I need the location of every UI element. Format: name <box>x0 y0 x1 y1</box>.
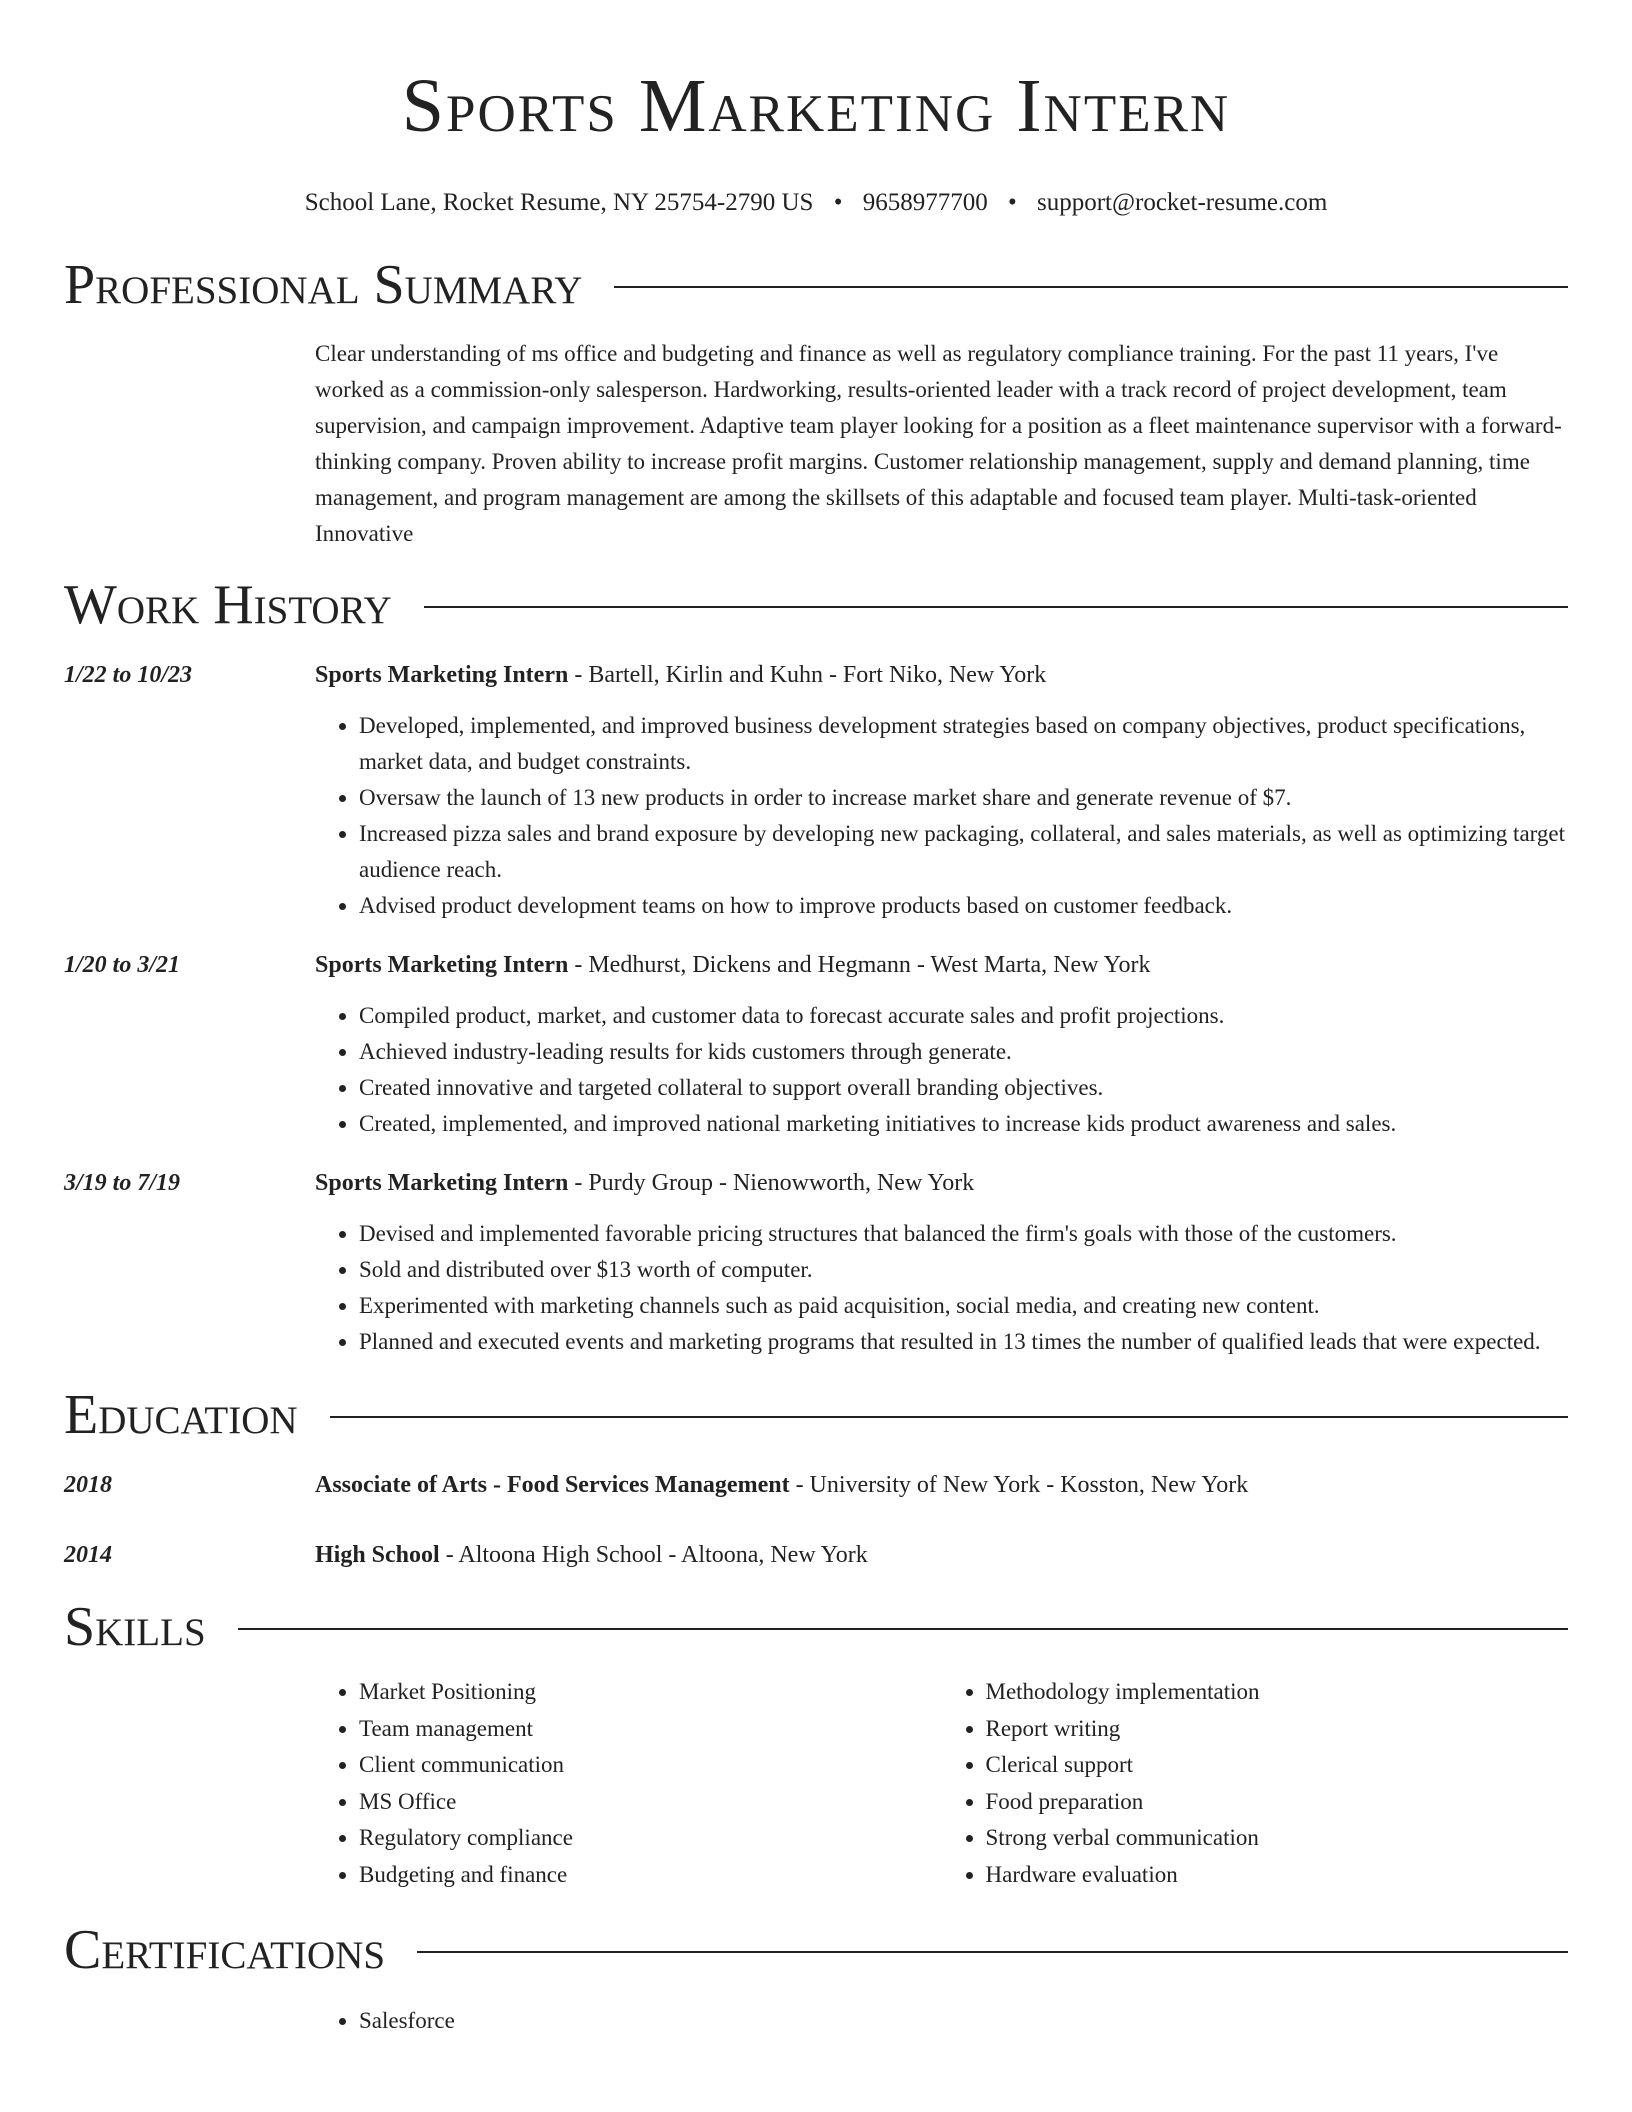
job-bullet: • Increased pizza sales and brand exposure by developing new packaging, collateral, and sales materials, as well as optimizing target audience reach. <box>359 816 1568 888</box>
education-degree: Associate of Arts - Food Services Management <box>315 1472 790 1498</box>
job-body <box>315 1166 1568 1360</box>
education-school: - University of New York - Kosston, New York <box>789 1472 1249 1498</box>
job-title-line <box>315 658 1568 692</box>
contact-address: School Lane, Rocket Resume, NY 25754-2790 US <box>304 189 814 216</box>
skills-column-right <box>942 1674 1569 1893</box>
job-bullets <box>315 998 1568 1142</box>
contact-separator: • <box>833 189 843 216</box>
education-body <box>315 1538 1568 1572</box>
job-dates: 1/22 to 10/23 <box>64 662 193 688</box>
skill-item: • Hardware evaluation <box>986 1857 1569 1894</box>
section-divider <box>424 606 1568 608</box>
skill-item: • Team management <box>359 1711 942 1748</box>
section-divider <box>330 1416 1568 1418</box>
education-degree: High School <box>315 1542 440 1568</box>
skills-column-left <box>315 1674 942 1893</box>
job-bullet: • Experimented with marketing channels such as paid acquisition, social media, and creating new content. <box>359 1288 1568 1324</box>
contact-email: support@rocket-resume.com <box>1036 189 1328 216</box>
job-dates: 1/20 to 3/21 <box>64 952 181 978</box>
job-bullet: • Advised product development teams on how to improve products based on customer feedback. <box>359 888 1568 924</box>
job-bullet: • Planned and executed events and marketing programs that resulted in 13 times the number of qualified leads that were expected. <box>359 1324 1568 1360</box>
job-bullet: • Oversaw the launch of 13 new products in order to increase market share and generate revenue of $7. <box>359 780 1568 816</box>
work-section-header <box>64 572 1568 638</box>
job-bullet: • Created, implemented, and improved national marketing initiatives to increase kids product awareness and sales. <box>359 1106 1568 1142</box>
job-bullet: • Sold and distributed over $13 worth of computer. <box>359 1252 1568 1288</box>
certifications-list <box>315 2003 1568 2039</box>
skills-section-header <box>64 1594 1568 1660</box>
section-divider <box>238 1628 1568 1630</box>
job-entry <box>64 658 1568 924</box>
skill-item: • Food preparation <box>986 1784 1569 1821</box>
job-entry <box>64 948 1568 1142</box>
job-role: Sports Marketing Intern <box>315 1170 569 1196</box>
contact-line <box>64 188 1568 218</box>
skill-item: • Budgeting and finance <box>359 1857 942 1894</box>
skill-item: • Methodology implementation <box>986 1674 1569 1711</box>
job-role: Sports Marketing Intern <box>315 952 569 978</box>
section-title-skills: Skills <box>64 1596 206 1658</box>
job-entry <box>64 1166 1568 1360</box>
section-title-summary: Professional Summary <box>64 254 583 316</box>
job-bullets <box>315 708 1568 924</box>
job-bullets <box>315 1216 1568 1360</box>
skill-item: • Regulatory compliance <box>359 1820 942 1857</box>
education-year: 2018 <box>64 1472 112 1498</box>
job-bullet: • Achieved industry-leading results for kids customers through generate. <box>359 1034 1568 1070</box>
job-employer: - Bartell, Kirlin and Kuhn - Fort Niko, New York <box>568 662 1047 688</box>
section-divider <box>417 1951 1568 1953</box>
job-dates: 3/19 to 7/19 <box>64 1170 181 1196</box>
job-body <box>315 658 1568 924</box>
skills-grid <box>315 1674 1568 1893</box>
education-section-header <box>64 1382 1568 1448</box>
section-title-work: Work History <box>64 574 392 636</box>
job-body <box>315 948 1568 1142</box>
job-bullet: • Compiled product, market, and customer data to forecast accurate sales and profit projections. <box>359 998 1568 1034</box>
job-bullet: • Devised and implemented favorable pricing structures that balanced the firm's goals with those of the customers. <box>359 1216 1568 1252</box>
skill-item: • MS Office <box>359 1784 942 1821</box>
job-employer: - Medhurst, Dickens and Hegmann - West Marta, New York <box>568 952 1151 978</box>
education-year: 2014 <box>64 1542 112 1568</box>
skill-item: • Report writing <box>986 1711 1569 1748</box>
job-employer: - Purdy Group - Nienowworth, New York <box>568 1170 975 1196</box>
education-entry <box>64 1468 1568 1502</box>
contact-phone: 9658977700 <box>862 189 988 216</box>
skill-item: • Strong verbal communication <box>986 1820 1569 1857</box>
job-bullet: • Developed, implemented, and improved business development strategies based on company objectives, product specifications, market data, and budget constraints. <box>359 708 1568 780</box>
education-title-line <box>315 1468 1568 1502</box>
education-title-line <box>315 1538 1568 1572</box>
job-role: Sports Marketing Intern <box>315 662 569 688</box>
job-title-line <box>315 948 1568 982</box>
skill-item: • Market Positioning <box>359 1674 942 1711</box>
skill-item: • Client communication <box>359 1747 942 1784</box>
job-bullet: • Created innovative and targeted collateral to support overall branding objectives. <box>359 1070 1568 1106</box>
section-divider <box>614 286 1568 288</box>
education-body <box>315 1468 1568 1502</box>
section-title-education: Education <box>64 1384 298 1446</box>
candidate-name: Sports Marketing Intern <box>401 64 1231 148</box>
certifications-section-header <box>64 1917 1568 1983</box>
skill-item: • Clerical support <box>986 1747 1569 1784</box>
work-history-list <box>64 658 1568 1360</box>
certification-item: • Salesforce <box>359 2003 1568 2039</box>
education-school: - Altoona High School - Altoona, New York <box>439 1542 868 1568</box>
section-title-certifications: Certifications <box>64 1919 386 1981</box>
contact-separator: • <box>1007 189 1017 216</box>
job-title-line <box>315 1166 1568 1200</box>
education-entry <box>64 1538 1568 1572</box>
summary-section-header <box>64 252 1568 318</box>
education-list <box>64 1468 1568 1572</box>
summary-text: Clear understanding of ms office and budgeting and finance as well as regulatory compliance training. For the past 11 years, I've worked as a commission-only salesperson. Hardworking, results-oriented leader with a track record of project development, team supervision, and campaign improvement. Adaptive team player looking for a position as a fleet maintenance supervisor with a forward-thinking company. Proven ability to increase profit margins. Customer relationship management, supply and demand planning, time management, and program management are among the skillsets of this adaptable and focused team player. Multi-task-oriented Innovative <box>315 341 1562 546</box>
